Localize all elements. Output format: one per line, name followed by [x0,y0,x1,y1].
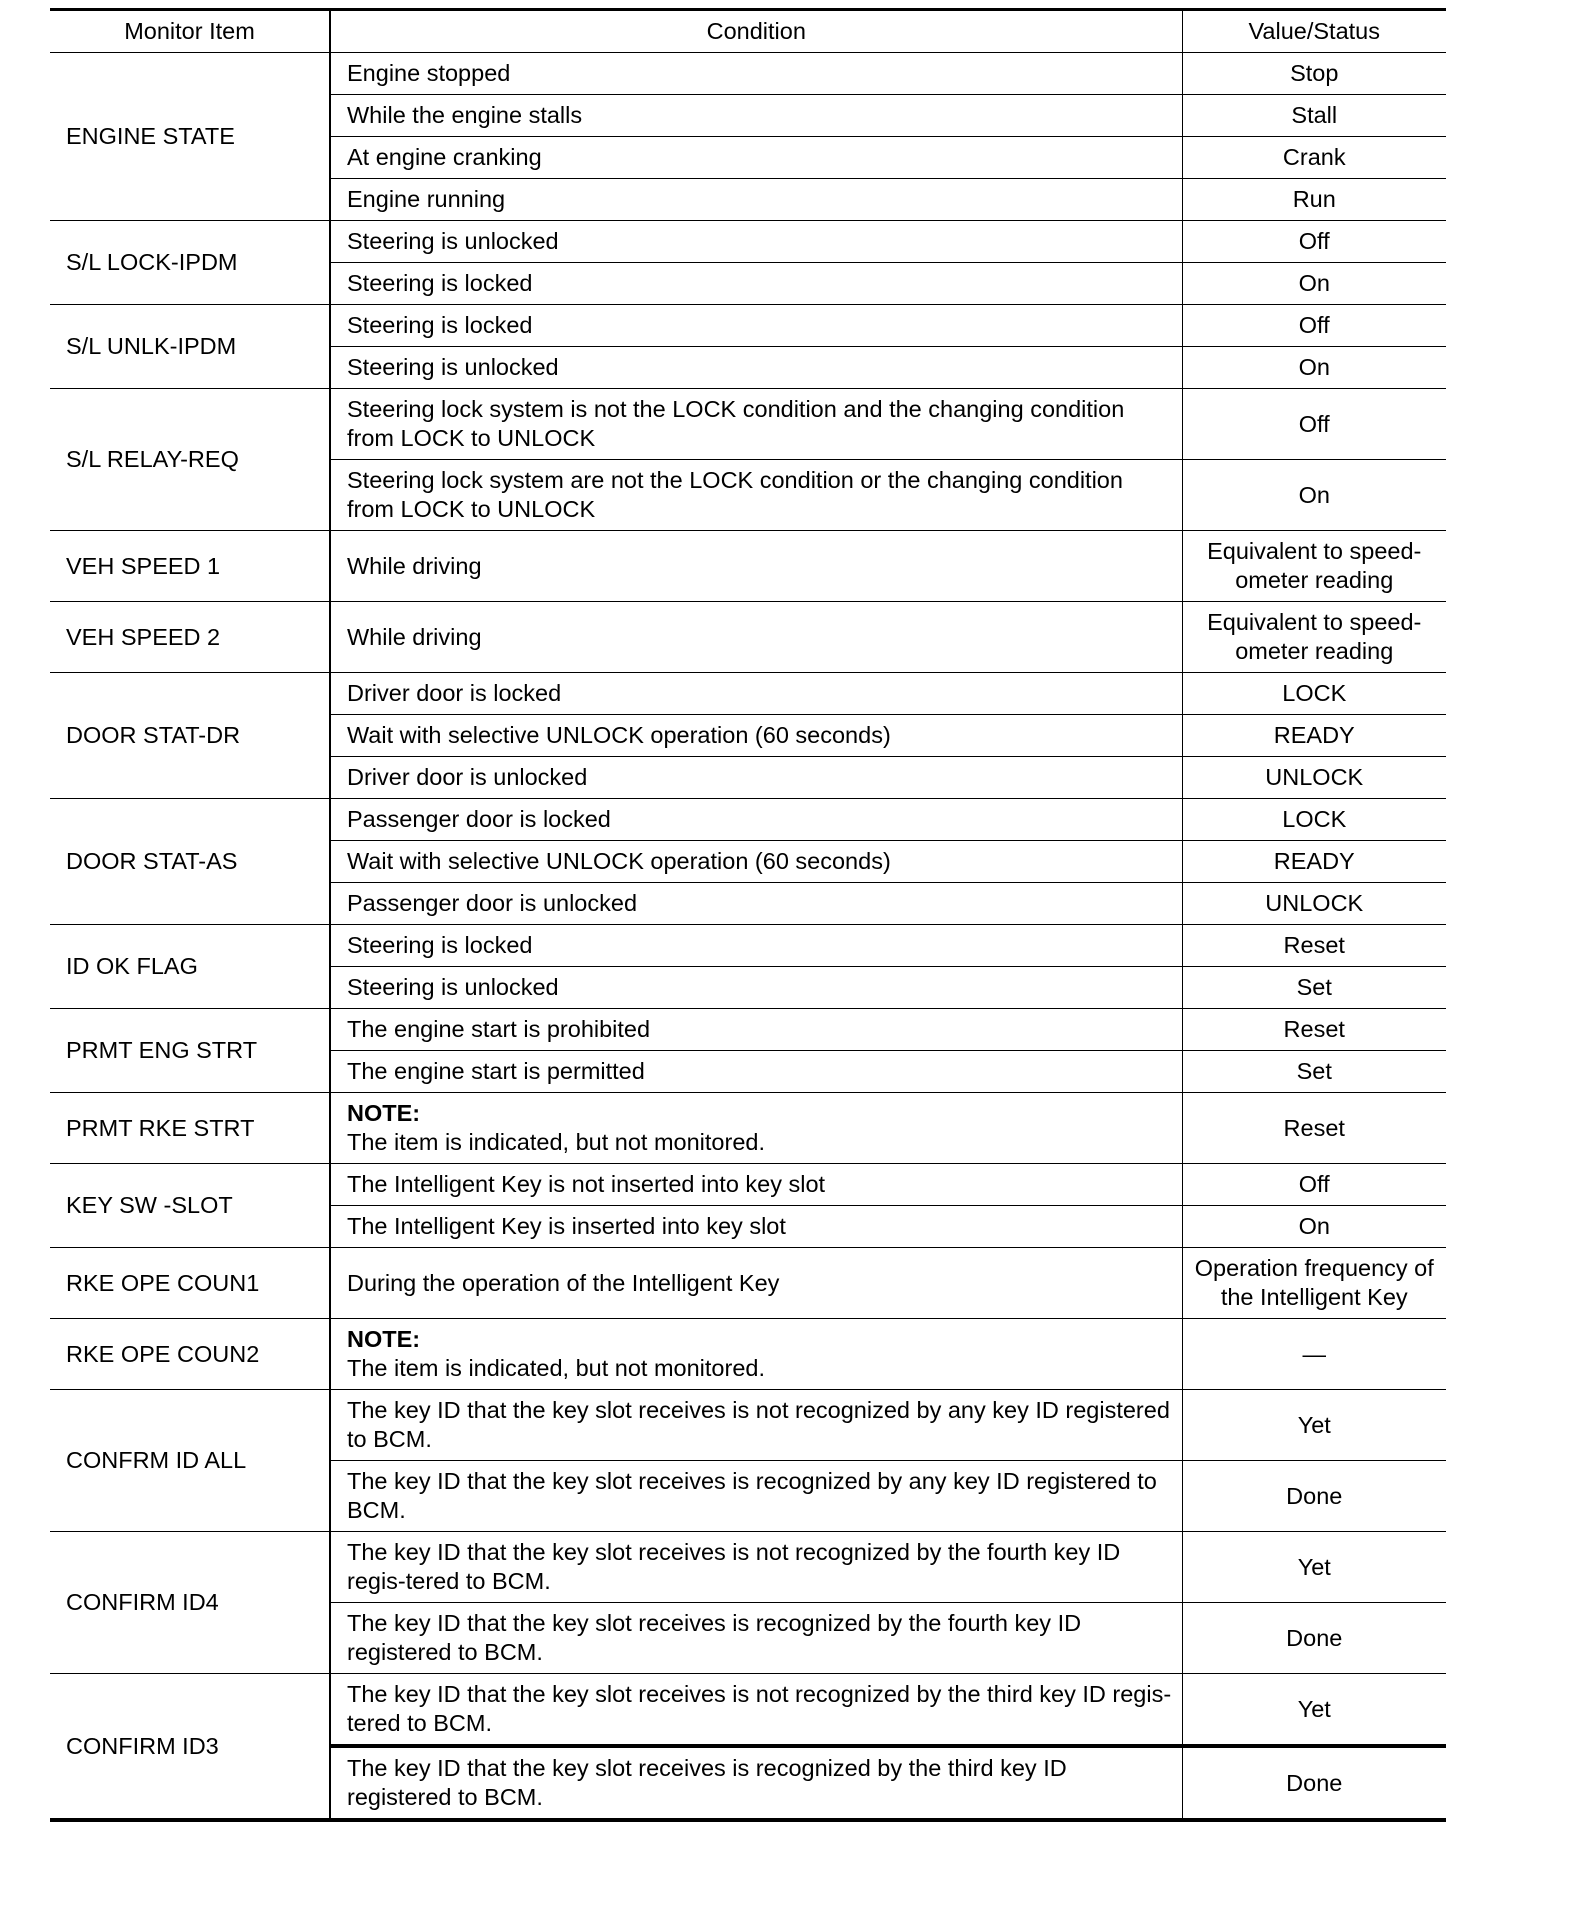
condition-cell: The engine start is permitted [330,1051,1182,1093]
monitor-item-table [50,8,1446,1822]
value-cell: LOCK [1182,799,1446,841]
table-row [50,1248,1446,1319]
condition-cell: Steering is unlocked [330,347,1182,389]
header-monitor-item: Monitor Item [50,10,330,53]
table-header-row [50,10,1446,53]
value-cell: Equivalent to speed-ometer reading [1182,531,1446,602]
table-row [50,531,1446,602]
value-cell: READY [1182,841,1446,883]
table-row [50,1093,1446,1164]
value-cell: Operation frequency of the Intelligent Key [1182,1248,1446,1319]
condition-cell: Steering lock system is not the LOCK condition and the changing condition from LOCK to UNLOCK [330,389,1182,460]
value-cell: UNLOCK [1182,757,1446,799]
table-row [50,1674,1446,1747]
condition-cell: The key ID that the key slot receives is recognized by the third key ID registered to BCM. [330,1746,1182,1820]
value-cell: Yet [1182,1532,1446,1603]
monitor-item-cell: ENGINE STATE [50,53,330,221]
header-value-status: Value/Status [1182,10,1446,53]
condition-cell: Wait with selective UNLOCK operation (60 seconds) [330,715,1182,757]
condition-cell: The key ID that the key slot receives is recognized by any key ID registered to BCM. [330,1461,1182,1532]
condition-cell: The key ID that the key slot receives is not recognized by any key ID registered to BCM. [330,1390,1182,1461]
monitor-item-cell: RKE OPE COUN1 [50,1248,330,1319]
monitor-item-cell: RKE OPE COUN2 [50,1319,330,1390]
condition-cell: While driving [330,602,1182,673]
table-row [50,799,1446,841]
value-cell: UNLOCK [1182,883,1446,925]
value-cell: Off [1182,305,1446,347]
condition-cell: While driving [330,531,1182,602]
condition-cell: Steering is unlocked [330,967,1182,1009]
condition-cell [330,1319,1182,1390]
monitor-item-cell: S/L LOCK-IPDM [50,221,330,305]
value-cell: Off [1182,389,1446,460]
monitor-item-cell: S/L RELAY-REQ [50,389,330,531]
table-row [50,1319,1446,1390]
condition-cell: The key ID that the key slot receives is not recognized by the third key ID regis-tered to BCM. [330,1674,1182,1747]
note-text: The item is indicated, but not monitored. [347,1129,765,1155]
monitor-item-cell: DOOR STAT-AS [50,799,330,925]
table-row [50,1532,1446,1603]
condition-cell: At engine cranking [330,137,1182,179]
value-cell: Off [1182,221,1446,263]
value-cell: Yet [1182,1390,1446,1461]
value-cell: Crank [1182,137,1446,179]
value-cell: Reset [1182,1009,1446,1051]
condition-cell: The key ID that the key slot receives is not recognized by the fourth key ID regis-tered to BCM. [330,1532,1182,1603]
table-row [50,221,1446,263]
note-label: NOTE: [347,1326,421,1352]
table-row [50,389,1446,460]
monitor-item-cell: DOOR STAT-DR [50,673,330,799]
condition-cell: Passenger door is unlocked [330,883,1182,925]
value-cell: Done [1182,1603,1446,1674]
table-row [50,925,1446,967]
condition-cell: Steering is locked [330,925,1182,967]
value-cell: Done [1182,1746,1446,1820]
monitor-item-cell: CONFIRM ID3 [50,1674,330,1821]
condition-cell: While the engine stalls [330,95,1182,137]
value-cell: Equivalent to speed-ometer reading [1182,602,1446,673]
value-cell: Stop [1182,53,1446,95]
value-cell: READY [1182,715,1446,757]
monitor-item-cell: VEH SPEED 2 [50,602,330,673]
value-cell: On [1182,263,1446,305]
condition-cell: Steering is locked [330,305,1182,347]
monitor-item-cell: PRMT RKE STRT [50,1093,330,1164]
condition-cell: The engine start is prohibited [330,1009,1182,1051]
table-row [50,1164,1446,1206]
monitor-item-cell: KEY SW -SLOT [50,1164,330,1248]
value-cell: Set [1182,967,1446,1009]
value-cell: Reset [1182,925,1446,967]
header-condition: Condition [330,10,1182,53]
condition-cell: Wait with selective UNLOCK operation (60 seconds) [330,841,1182,883]
condition-cell: Steering is locked [330,263,1182,305]
condition-cell: The key ID that the key slot receives is recognized by the fourth key ID registered to BCM. [330,1603,1182,1674]
condition-cell: The Intelligent Key is inserted into key slot [330,1206,1182,1248]
value-cell: Run [1182,179,1446,221]
monitor-item-cell: VEH SPEED 1 [50,531,330,602]
condition-cell: Steering is unlocked [330,221,1182,263]
condition-cell: Driver door is unlocked [330,757,1182,799]
value-cell: Off [1182,1164,1446,1206]
table-row [50,1390,1446,1461]
value-cell: On [1182,460,1446,531]
condition-cell: Steering lock system are not the LOCK condition or the changing condition from LOCK to UNLOCK [330,460,1182,531]
table-row [50,53,1446,95]
value-cell: Reset [1182,1093,1446,1164]
value-cell: Yet [1182,1674,1446,1747]
table-row [50,1009,1446,1051]
table-row [50,602,1446,673]
monitor-item-cell: S/L UNLK-IPDM [50,305,330,389]
condition-cell: The Intelligent Key is not inserted into key slot [330,1164,1182,1206]
value-cell: On [1182,1206,1446,1248]
value-cell: On [1182,347,1446,389]
condition-cell: Passenger door is locked [330,799,1182,841]
condition-cell: During the operation of the Intelligent Key [330,1248,1182,1319]
condition-cell: Engine stopped [330,53,1182,95]
note-text: The item is indicated, but not monitored. [347,1355,765,1381]
note-label: NOTE: [347,1100,421,1126]
value-cell: Stall [1182,95,1446,137]
condition-cell [330,1093,1182,1164]
monitor-item-cell: PRMT ENG STRT [50,1009,330,1093]
value-cell: LOCK [1182,673,1446,715]
condition-cell: Engine running [330,179,1182,221]
monitor-item-cell: CONFIRM ID4 [50,1532,330,1674]
table-row [50,673,1446,715]
condition-cell: Driver door is locked [330,673,1182,715]
monitor-item-cell: ID OK FLAG [50,925,330,1009]
value-cell: Set [1182,1051,1446,1093]
table-row [50,305,1446,347]
value-cell: — [1182,1319,1446,1390]
monitor-item-cell: CONFRM ID ALL [50,1390,330,1532]
value-cell: Done [1182,1461,1446,1532]
